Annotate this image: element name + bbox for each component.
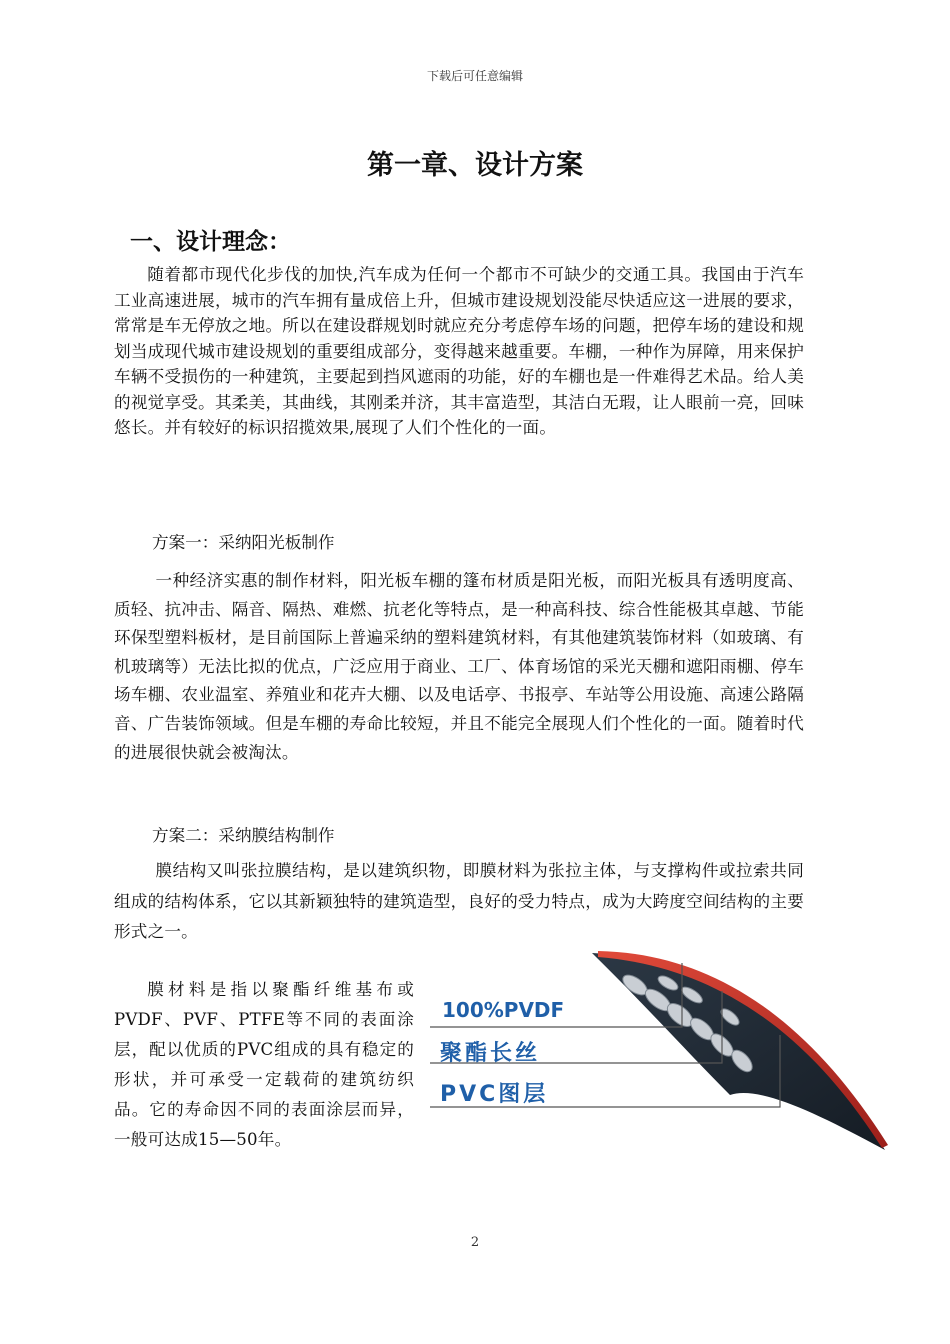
- page-number: 2: [470, 1235, 480, 1250]
- plan2-title: 方案二：采纳膜结构制作: [152, 826, 335, 845]
- label-pvc: PVC图层: [440, 1082, 549, 1107]
- plan1-title: 方案一：采纳阳光板制作: [152, 533, 335, 552]
- chapter-title: 第一章、设计方案: [367, 150, 583, 181]
- label-pvdf: 100%PVDF: [442, 998, 565, 1022]
- plan1-paragraph: 一种经济实惠的制作材料，阳光板车棚的篷布材质是阳光板，而阳光板具有透明度高、质轻、抗冲击、隔音、隔热、难燃、抗老化等特点，是一种高科技、综合性能极其卓越、节能环保型塑料板材，是目前国际上普遍采纳的塑料建筑材料，有其他建筑装饰材料（如玻璃、有机玻璃等）无法比拟的优点，广泛应用于商业、工厂、体育场馆的采光天棚和遮阳雨棚、停车场车棚、农业温室、养殖业和花卉大棚、以及电话亭、书报亭、车站等公用设施、高速公路隔音、广告装饰领域。但是车棚的寿命比较短，并且不能完全展现人们个性化的一面。随着时代的进展很快就会被淘汰。: [114, 571, 804, 762]
- membrane-material-paragraph: 膜材料是指以聚酯纤维基布或PVDF、PVF、PTFE等不同的表面涂层，配以优质的PVC组成的具有稳定的形状，并可承受一定载荷的建筑纺织品。它的寿命因不同的表面涂层而异，一般可达成15—50年。: [114, 980, 414, 1149]
- intro-paragraph: 随着都市现代化步伐的加快,汽车成为任何一个都市不可缺少的交通工具。我国由于汽车工业高速进展，城市的汽车拥有量成倍上升，但城市建设规划没能尽快适应这一进展的要求，常常是车无停放之地。所以在建设群规划时就应充分考虑停车场的问题，把停车场的建设和规划当成现代城市建设规划的重要组成部分，变得越来越重要。车棚，一种作为屏障，用来保护车辆不受损伤的一种建筑，主要起到挡风遮雨的功能，好的车棚也是一件难得艺术品。给人美的视觉享受。其柔美，其曲线，其刚柔并济，其丰富造型，其洁白无瑕，让人眼前一亮，回味悠长。并有较好的标识招揽效果,展现了人们个性化的一面。: [114, 265, 804, 437]
- plan2-paragraph: 膜结构又叫张拉膜结构，是以建筑织物，即膜材料为张拉主体，与支撑构件或拉索共同组成的结构体系，它以其新颖独特的建筑造型，良好的受力特点，成为大跨度空间结构的主要形式之一。: [114, 861, 804, 941]
- membrane-layers-illustration: [430, 945, 890, 1155]
- section-heading: 一、设计理念：: [130, 229, 291, 255]
- page-header-note: 下载后可任意编辑: [426, 69, 523, 83]
- label-polyester: 聚酯长丝: [440, 1041, 541, 1066]
- membrane-layers-figure: [430, 945, 890, 1155]
